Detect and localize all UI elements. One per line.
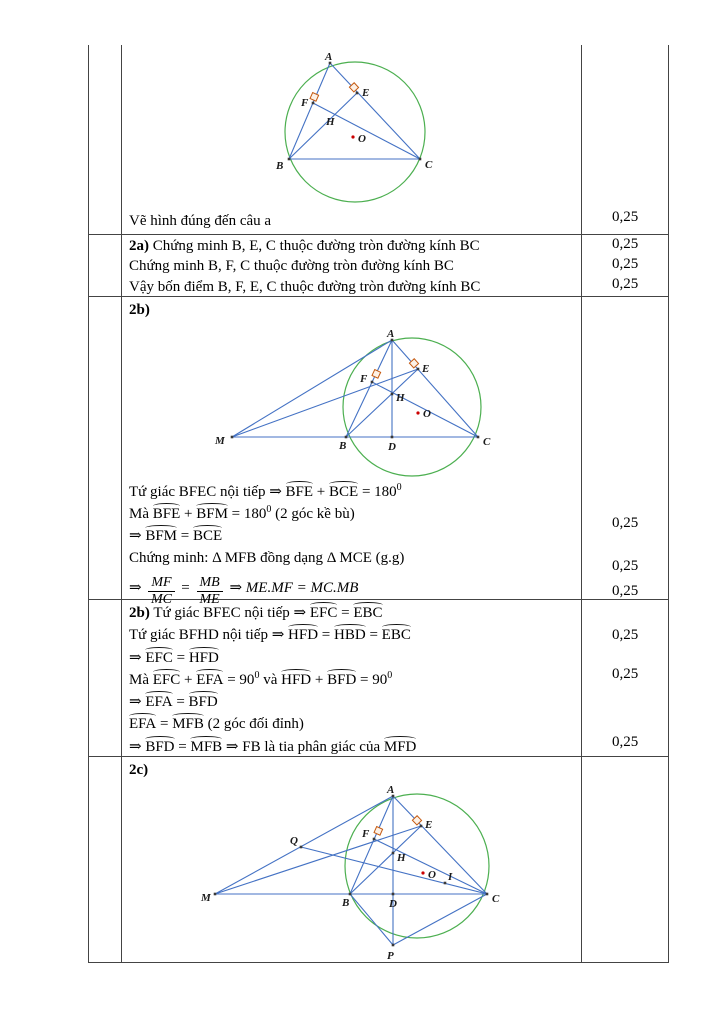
point-label-F: F [362,828,370,840]
point-label-O: O [423,408,431,420]
point-label-D: D [388,441,396,453]
point-label-H: H [396,392,405,404]
content-cell [122,757,582,962]
point-B [345,436,348,439]
point-label-F: F [301,97,309,109]
score-value: 0,25 [612,515,639,531]
fraction-denominator: MC [150,592,172,607]
circumcircle [343,338,481,476]
statement-line [129,236,577,256]
right-angle-mark-E [349,83,358,92]
proof-line: ⇒ EFA = BFD [129,694,218,711]
point-label-I: I [448,871,453,883]
item-label: 2b) [129,302,150,318]
point-E [420,825,423,828]
segment-ME [215,826,421,894]
point-D [391,436,394,439]
score-cell [582,600,668,756]
content-cell [122,235,582,296]
point-I [444,882,447,885]
item-label: 2b) [129,605,150,621]
point-label-C: C [425,159,433,171]
point-label-F: F [360,373,368,385]
segment-AC [393,796,487,894]
score-value: 0,25 [612,734,639,750]
segment-BP [350,894,393,945]
segment-AC [392,340,478,437]
point-F [371,381,374,384]
point-E [356,92,359,95]
point-label-B: B [276,160,284,172]
point-label-A: A [325,51,333,63]
right-angle-mark-F [374,827,383,836]
left-column-cell [89,297,122,599]
proof-line: ⇒ BFD = MFB ⇒ FB là tia phân giác của MFD [129,738,417,755]
point-label-B: B [339,440,347,452]
table-row [89,297,668,607]
segment-BE [289,93,357,159]
statement-text: Tứ giác BFEC nội tiếp ⇒ EFC = EBC [149,605,383,621]
segment-CP [393,894,487,945]
left-column-cell [89,45,122,234]
right-angle-mark-F [372,370,381,379]
segment-BE [350,826,421,894]
statement-line: Chứng minh B, F, C thuộc đường tròn đường kính BC [129,258,454,275]
score-value: 0,25 [612,256,639,272]
point-label-A: A [387,784,395,796]
table-row [89,45,668,235]
score-cell [582,45,668,234]
center-O-dot [416,411,419,414]
proof-line: Tứ giác BFHD nội tiếp ⇒ HFD = HBD = EBC [129,627,411,644]
point-label-A: A [387,328,395,340]
point-label-H: H [326,116,335,128]
point-H [391,393,394,396]
figure-triangle-circle-2 [205,325,515,475]
item-label: 2a) [129,238,149,254]
score-value: 0,25 [612,276,639,292]
point-label-D: D [389,898,397,910]
point-P [392,944,395,947]
right-angle-mark-E [409,359,418,368]
proof-line: Mà EFC + EFA = $90^0$ và HFD + BFD = $90^0$ [129,669,393,688]
point-F [312,102,315,105]
table-row [89,600,668,757]
score-value: 0,25 [612,236,639,252]
segment-CF [374,839,487,894]
point-D [392,893,395,896]
content-cell [122,297,582,607]
segment-ME [232,369,418,437]
point-label-B: B [342,897,350,909]
point-label-P: P [387,950,394,962]
score-value: 0,25 [612,583,639,599]
point-label-H: H [397,852,406,864]
score-value: 0,25 [612,666,639,682]
implies-symbol: ⇒ [129,580,142,596]
figure-triangle-circle-1 [267,51,457,203]
segment-MA [215,796,393,894]
center-O-dot [351,135,354,138]
grading-table [88,45,669,963]
point-B [349,893,352,896]
segment-BE [346,369,418,437]
point-label-M: M [215,435,225,447]
proof-line: Mà BFE + BFM = $180^0$ (2 góc kề bù) [129,504,355,522]
proof-line: Chứng minh: Δ MFB đồng dạng Δ MCE (g.g) [129,550,405,566]
point-C [486,893,489,896]
score-cell [582,757,668,962]
point-H [392,852,395,855]
fraction-numerator: MB [197,575,223,592]
point-C [419,158,422,161]
point-E [417,368,420,371]
score-value: 0,25 [612,209,639,225]
point-label-Q: Q [290,835,298,847]
point-Q [300,846,303,849]
figure-caption: Vẽ hình đúng đến câu a [129,212,272,229]
point-label-C: C [492,893,500,905]
point-M [214,893,217,896]
segment-AB [289,63,330,159]
left-column-cell [89,235,122,296]
point-label-E: E [362,87,370,99]
segment-AC [330,63,420,159]
equals-symbol: = [181,580,190,596]
score-value: 0,25 [612,558,639,574]
point-F [373,838,376,841]
point-label-E: E [425,819,433,831]
proof-line: EFA = MFB (2 góc đối đỉnh) [129,716,304,733]
point-label-M: M [201,892,211,904]
left-column-cell [89,757,122,962]
content-cell [122,45,582,234]
point-label-E: E [422,363,430,375]
figure-triangle-circle-3 [195,783,515,963]
table-row [89,235,668,297]
statement-line: Vậy bốn điểm B, F, E, C thuộc đường tròn đường kính BC [129,278,481,295]
proof-line: ⇒ EFC = HFD [129,649,219,666]
fraction-numerator: MF [148,575,174,592]
segment-CF [313,103,420,159]
equation-tail: ⇒ ME.MF = MC.MB [229,580,359,596]
content-cell [122,600,582,756]
fraction-denominator: ME [199,592,220,607]
score-cell [582,235,668,296]
point-label-O: O [358,133,366,145]
point-label-C: C [483,436,491,448]
proof-line: Tứ giác BFEC nội tiếp ⇒ BFE + BCE = $180^0$ [129,482,402,500]
score-value: 0,25 [612,627,639,643]
center-O-dot [421,871,424,874]
table-row [89,757,668,963]
point-C [477,436,480,439]
segment-MA [232,340,392,437]
point-B [288,158,291,161]
point-label-O: O [428,869,436,881]
score-cell [582,297,668,599]
proof-line [129,602,577,624]
left-column-cell [89,600,122,756]
statement-text: Chứng minh B, E, C thuộc đường tròn đường kính BC [149,238,480,254]
point-M [231,436,234,439]
item-label: 2c) [129,762,149,778]
proof-line: ⇒ BFM = BCE [129,528,223,544]
